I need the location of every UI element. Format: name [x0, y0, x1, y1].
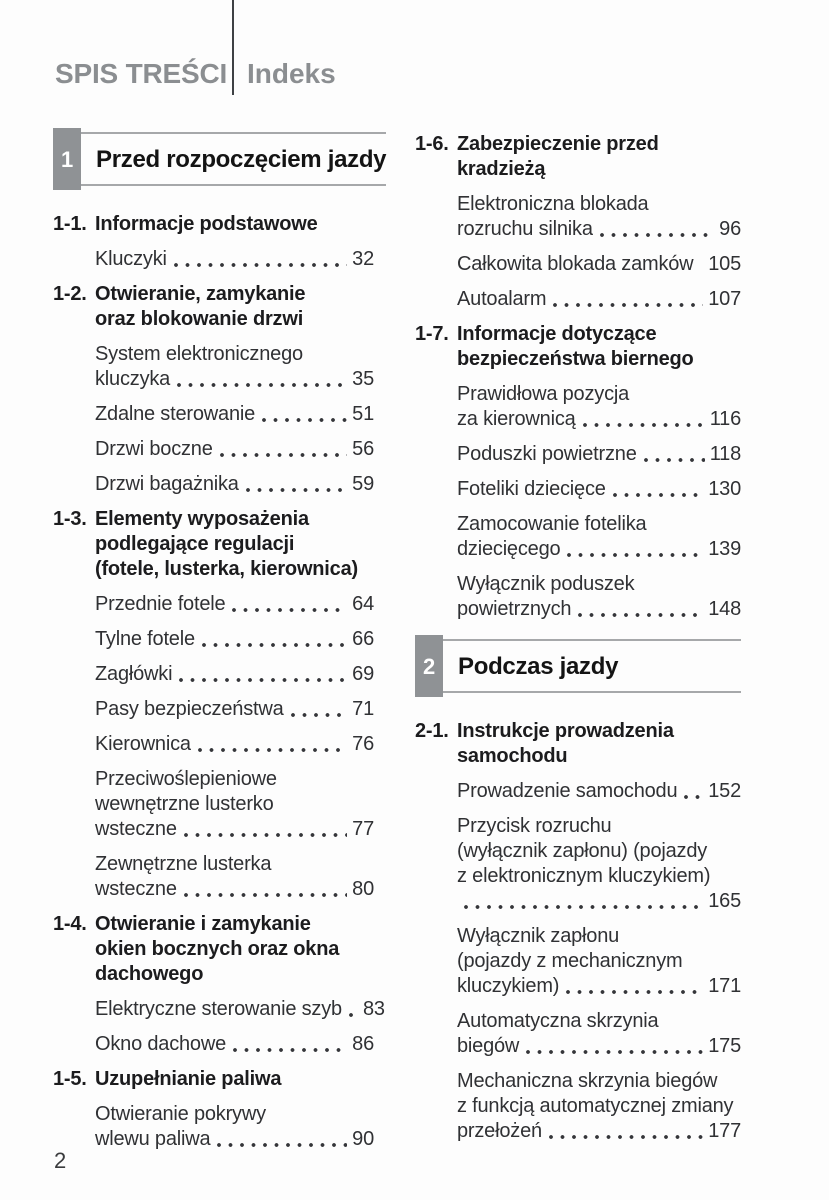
dot-leader — [683, 779, 703, 804]
chapter-title: Przed rozpoczęciem jazdy — [96, 145, 387, 173]
toc-item-last-line — [457, 477, 741, 502]
toc-item-last-line — [95, 367, 374, 392]
toc-section-heading — [53, 912, 374, 987]
toc-column-right — [415, 132, 741, 1144]
toc-item-last-line — [457, 217, 741, 242]
dot-leader — [548, 1119, 703, 1144]
page-ref: 35 — [352, 368, 374, 390]
toc-item-label: kluczykiem) — [457, 975, 560, 997]
toc-item-line: Mechaniczna skrzynia biegów — [457, 1070, 718, 1092]
toc-item-label: wsteczne — [95, 878, 177, 900]
page-ref: 96 — [719, 218, 741, 240]
toc-item-label: Zagłówki — [95, 663, 173, 685]
toc-item — [457, 252, 741, 277]
dot-leader — [348, 997, 358, 1022]
section-number: 1-4. — [53, 913, 87, 935]
page-ref: 77 — [352, 818, 374, 840]
toc-item-label: Całkowita blokada zamków — [457, 253, 694, 275]
toc-item — [457, 382, 741, 432]
dot-leader — [201, 627, 347, 652]
chapter-title-bar — [81, 132, 386, 186]
toc-item-label: Kluczyki — [95, 248, 167, 270]
toc-item-label: Kierownica — [95, 733, 191, 755]
toc-item-last-line — [95, 732, 374, 757]
toc-item — [457, 572, 741, 622]
dot-leader — [525, 1034, 703, 1059]
toc-item-label: przełożeń — [457, 1120, 542, 1142]
dot-leader — [216, 1127, 347, 1152]
toc-item-last-line — [457, 889, 741, 914]
toc-item — [457, 1069, 741, 1144]
index-header-label: Indeks — [247, 58, 336, 89]
toc-item-line: Wyłącznik poduszek — [457, 573, 635, 595]
section-number: 1-1. — [53, 213, 87, 235]
section-title — [457, 719, 674, 769]
toc-item — [95, 472, 374, 497]
section-number: 1-3. — [53, 508, 87, 530]
toc-item-last-line — [95, 997, 385, 1022]
toc-item-label: powietrznych — [457, 598, 572, 620]
dot-leader — [582, 407, 705, 432]
leader-spacer — [693, 252, 708, 277]
toc-item-label: Foteliki dziecięce — [457, 478, 606, 500]
dot-leader — [463, 889, 703, 914]
toc-item-last-line — [457, 974, 741, 999]
toc-item — [95, 767, 374, 842]
toc-item-line: Automatyczna skrzynia — [457, 1010, 659, 1032]
dot-leader — [612, 477, 704, 502]
section-title-line: Informacje podstawowe — [95, 213, 318, 235]
toc-item — [95, 852, 374, 902]
dot-leader — [183, 877, 347, 902]
toc-item-last-line — [457, 407, 741, 432]
page-ref: 51 — [352, 403, 374, 425]
toc-item-last-line — [95, 472, 374, 497]
page-ref: 177 — [708, 1120, 741, 1142]
page-ref: 71 — [352, 698, 374, 720]
toc-item-line: Przycisk rozruchu — [457, 815, 612, 837]
section-title-line: kradzieżą — [457, 158, 546, 180]
section-title-line: Elementy wyposażenia — [95, 508, 309, 530]
page-ref: 118 — [709, 443, 741, 465]
header-divider — [232, 0, 234, 95]
section-number: 1-2. — [53, 283, 87, 305]
page-number: 2 — [54, 1148, 67, 1173]
toc-item-last-line — [457, 442, 741, 467]
dot-leader — [231, 592, 347, 617]
toc-item — [457, 442, 741, 467]
page-ref: 86 — [352, 1033, 374, 1055]
section-title-line: Otwieranie, zamykanie — [95, 283, 306, 305]
toc-item — [457, 287, 741, 312]
section-title-line: Otwieranie i zamykanie — [95, 913, 311, 935]
toc-column-left — [53, 128, 387, 1152]
toc-item — [95, 627, 374, 652]
toc-item — [95, 247, 374, 272]
dot-leader — [173, 247, 347, 272]
toc-item-line: Prawidłowa pozycja — [457, 383, 630, 405]
toc-item-label: kluczyka — [95, 368, 171, 390]
page-ref: 69 — [352, 663, 374, 685]
section-title-line: bezpieczeństwa biernego — [457, 348, 694, 370]
toc-section-heading — [53, 1067, 374, 1092]
toc-item-line: Przeciwoślepieniowe — [95, 768, 277, 790]
dot-leader — [176, 367, 347, 392]
toc-item-label: dziecięcego — [457, 538, 561, 560]
page-ref: 66 — [352, 628, 374, 650]
toc-item-last-line — [457, 287, 741, 312]
toc-item — [95, 592, 374, 617]
toc-section-heading — [53, 212, 374, 237]
page-ref: 105 — [708, 253, 741, 275]
toc-item-last-line — [95, 697, 374, 722]
dot-leader — [290, 697, 348, 722]
section-title — [95, 912, 339, 987]
dot-leader — [245, 472, 347, 497]
dot-leader — [261, 402, 347, 427]
dot-leader — [183, 817, 347, 842]
toc-item — [95, 732, 374, 757]
toc-item-last-line — [95, 402, 374, 427]
section-title — [95, 282, 305, 332]
dot-leader — [219, 437, 348, 462]
toc-item-last-line — [95, 247, 374, 272]
toc-item-line: Wyłącznik zapłonu — [457, 925, 620, 947]
toc-item-line: z funkcją automatycznej zmiany — [457, 1095, 734, 1117]
toc-item-label: Prowadzenie samochodu — [457, 780, 678, 802]
toc-item-line: System elektronicznego — [95, 343, 303, 365]
toc-item-label: rozruchu silnika — [457, 218, 593, 240]
toc-item-last-line — [95, 662, 374, 687]
toc-item — [457, 192, 741, 242]
dot-leader — [577, 597, 703, 622]
chapter-number: 2 — [415, 635, 443, 697]
toc-section-heading — [415, 322, 741, 372]
toc-item-label: Pasy bezpieczeństwa — [95, 698, 284, 720]
page-ref: 175 — [708, 1035, 741, 1057]
page-ref: 130 — [708, 478, 741, 500]
toc-item — [457, 814, 741, 914]
toc-item-label: Poduszki powietrzne — [457, 443, 637, 465]
dot-leader — [643, 442, 705, 467]
page-ref: 152 — [708, 780, 741, 802]
toc-item-label: Zdalne sterowanie — [95, 403, 256, 425]
section-title — [95, 507, 358, 582]
toc-item — [95, 697, 374, 722]
section-number: 1-6. — [415, 133, 449, 155]
toc-item — [95, 402, 374, 427]
dot-leader — [197, 732, 347, 757]
toc-item-last-line — [95, 1032, 374, 1057]
toc-item-last-line — [457, 779, 741, 804]
section-title-line: Uzupełnianie paliwa — [95, 1068, 282, 1090]
section-number: 2-1. — [415, 720, 449, 742]
dot-leader — [232, 1032, 347, 1057]
dot-leader — [599, 217, 714, 242]
toc-section-heading — [415, 132, 741, 182]
section-title-line: okien bocznych oraz okna — [95, 938, 340, 960]
toc-item — [95, 342, 374, 392]
page-ref: 56 — [352, 438, 374, 460]
section-title-line: podlegające regulacji — [95, 533, 295, 555]
toc-item-label: wlewu paliwa — [95, 1128, 211, 1150]
toc-item — [457, 779, 741, 804]
page-ref: 64 — [352, 593, 374, 615]
section-title — [457, 322, 694, 372]
page-ref: 148 — [708, 598, 741, 620]
toc-item — [457, 924, 741, 999]
toc-item-last-line — [95, 627, 374, 652]
toc-item-line: Zewnętrzne lusterka — [95, 853, 272, 875]
dot-leader — [552, 287, 703, 312]
toc-item — [95, 997, 385, 1022]
section-title-line: Informacje dotyczące — [457, 323, 657, 345]
toc-item — [95, 437, 374, 462]
toc-item-line: Zamocowanie fotelika — [457, 513, 647, 535]
toc-item-last-line — [457, 1034, 741, 1059]
toc-item-last-line — [95, 817, 374, 842]
toc-item-line: (pojazdy z mechanicznym — [457, 950, 683, 972]
toc-item-last-line — [457, 537, 741, 562]
chapter-title-bar — [443, 639, 741, 693]
section-title-line: oraz blokowanie drzwi — [95, 308, 304, 330]
section-title-line: samochodu — [457, 745, 568, 767]
toc-item-line: wewnętrzne lusterko — [95, 793, 274, 815]
toc-item-label: za kierownicą — [457, 408, 576, 430]
section-number: 1-5. — [53, 1068, 87, 1090]
section-title — [457, 132, 659, 182]
toc-section-heading — [415, 719, 741, 769]
section-title-line: Zabezpieczenie przed — [457, 133, 659, 155]
section-title — [95, 212, 318, 237]
chapter-number: 1 — [53, 128, 81, 190]
page-ref: 107 — [708, 288, 741, 310]
toc-item-last-line — [457, 597, 741, 622]
section-title-line: (fotele, lusterka, kierownica) — [95, 558, 358, 580]
page-ref: 76 — [352, 733, 374, 755]
page-ref: 171 — [708, 975, 741, 997]
page-ref: 116 — [709, 408, 741, 430]
toc-item-line: z elektronicznym kluczykiem) — [457, 865, 711, 887]
toc-item-line: Elektroniczna blokada — [457, 193, 649, 215]
toc-item — [95, 1032, 374, 1057]
chapter-title: Podczas jazdy — [458, 652, 619, 680]
page-ref: 139 — [708, 538, 741, 560]
toc-item — [95, 662, 374, 687]
dot-leader — [178, 662, 347, 687]
toc-header-label: SPIS TREŚCI — [55, 58, 228, 89]
toc-item-label: Tylne fotele — [95, 628, 195, 650]
toc-section-heading — [53, 507, 374, 582]
page-ref: 80 — [352, 878, 374, 900]
page-ref: 59 — [352, 473, 374, 495]
toc-item-last-line — [457, 252, 741, 277]
toc-item-label: Autoalarm — [457, 288, 547, 310]
toc-item-label: biegów — [457, 1035, 520, 1057]
section-number: 1-7. — [415, 323, 449, 345]
toc-item-last-line — [457, 1119, 741, 1144]
chapter-banner — [53, 128, 387, 190]
page-ref: 83 — [362, 998, 385, 1020]
toc-item — [457, 512, 741, 562]
toc-item-label: Elektryczne sterowanie szyb — [95, 998, 342, 1020]
toc-item-label: wsteczne — [95, 818, 177, 840]
toc-item — [95, 1102, 374, 1152]
toc-item-label: Okno dachowe — [95, 1033, 227, 1055]
toc-item-label: Drzwi bagażnika — [95, 473, 239, 495]
toc-item-last-line — [95, 1127, 374, 1152]
toc-item-last-line — [95, 437, 374, 462]
section-title-line: dachowego — [95, 963, 204, 985]
section-title-line: Instrukcje prowadzenia — [457, 720, 674, 742]
dot-leader — [565, 974, 703, 999]
section-title — [95, 1067, 281, 1092]
chapter-banner — [415, 635, 741, 697]
page-ref: 32 — [352, 248, 374, 270]
toc-item-last-line — [95, 877, 374, 902]
dot-leader — [566, 537, 703, 562]
toc-item — [457, 477, 741, 502]
toc-item-line: Otwieranie pokrywy — [95, 1103, 266, 1125]
page-ref: 165 — [708, 890, 741, 912]
toc-section-heading — [53, 282, 374, 332]
toc-item-line: (wyłącznik zapłonu) (pojazdy — [457, 840, 708, 862]
toc-item-label: Drzwi boczne — [95, 438, 213, 460]
toc-item — [457, 1009, 741, 1059]
page-ref: 90 — [352, 1128, 374, 1150]
toc-item-label: Przednie fotele — [95, 593, 226, 615]
toc-item-last-line — [95, 592, 374, 617]
